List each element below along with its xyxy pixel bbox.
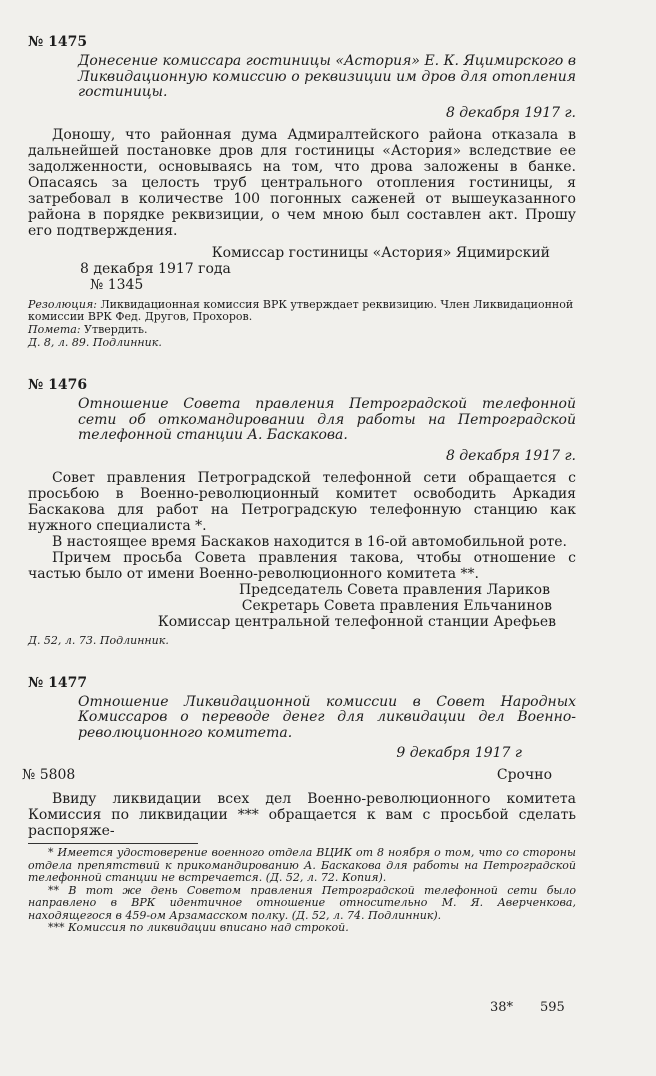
doc-1477-number: № 1477	[28, 674, 88, 691]
signature-mark: 38*	[490, 1000, 514, 1015]
doc-1475-out-number: № 1345	[90, 276, 144, 293]
doc-1477-body: Ввиду ликвидации всех дел Военно-революционного комитета Комиссия по ликвидации *** обращается к вам с просьбой сделать распоряже-	[28, 791, 576, 839]
footnotes	[28, 847, 576, 935]
doc-1477-title: Отношение Ликвидационной комиссии в Совет Народных Комиссаров о переводе денег для ликвидации дел Военно-революционного комитета.	[78, 693, 576, 741]
doc-1475-sent-date: 8 декабря 1917 года	[80, 260, 231, 277]
doc-1475-body: Доношу, что районная дума Адмиралтейского района отказала в дальнейшей постановке дров для гостиницы «Астория» вследствие ее задолженности, основываясь на том, что дрова заложены в банке. Опасаясь за целость труб центрального отопления гостиницы, я затребовал в количестве 100 погонных саженей от вышеуказанного района в порядке реквизиции, о чем мною был составлен акт. Прошу его подтверждения.	[28, 126, 576, 239]
document-1476	[28, 377, 576, 647]
doc-1476-number: № 1476	[28, 377, 88, 393]
doc-1475-source: Д. 8, л. 89. Подлинник.	[28, 336, 162, 349]
doc-1477-meta-row	[22, 767, 576, 785]
doc-1476-date: 8 декабря 1917 г.	[445, 447, 576, 464]
footnote-3: *** Комиссия по ликвидации вписано над строкой.	[48, 921, 349, 934]
doc-1476-para-2: В настоящее время Баскаков находится в 16-ой автомобильной роте.	[52, 533, 567, 550]
doc-1477-urgent: Срочно	[496, 767, 552, 783]
page-number: 595	[540, 1000, 565, 1015]
doc-1475-date: 8 декабря 1917 г.	[445, 104, 576, 121]
document-1475	[28, 34, 576, 349]
doc-1476-signature-1: Председатель Совета правления Лариков	[238, 581, 550, 598]
doc-1476-para-1: Совет правления Петроградской телефонной сети обращается с просьбою в Военно-революционный комитет освободить Аркадия Баскакова для работ на Петроградскую телефонную станцию как нужного специалиста *.	[28, 469, 576, 534]
doc-1475-title: Донесение комиссара гостиницы «Астория» Е. К. Яцимирского в Ликвидационную комиссию о реквизиции им дров для отопления гостиницы.	[78, 53, 576, 100]
doc-1475-signature: Комиссар гостиницы «Астория» Яцимирский	[211, 244, 550, 261]
doc-1476-signature-3: Комиссар центральной телефонной станции Арефьев	[157, 613, 556, 630]
doc-1475-number: № 1475	[28, 34, 88, 50]
doc-1476-title: Отношение Совета правления Петроградской телефонной сети об откомандировании для работы на Петроградской телефонной станции А. Баскакова.	[78, 396, 576, 443]
page-content	[22, 34, 576, 935]
resolution-text: Ликвидационная комиссия ВРК утверждает реквизицию. Член Ликвидационной комиссии ВРК Фед. Другов, Прохоров.	[28, 297, 574, 323]
doc-1476-signature-2: Секретарь Совета правления Ельчанинов	[241, 597, 552, 614]
mark-label: Помета:	[28, 322, 81, 336]
doc-1477-out-number: № 5808	[22, 767, 76, 783]
doc-1476-para-3: Причем просьба Совета правления такова, чтобы отношение с частью было от имени Военно-революционного комитета **.	[28, 549, 576, 582]
doc-1475-mark	[28, 324, 576, 337]
doc-1475-resolution	[28, 299, 576, 324]
footnote-1: * Имеется удостоверение военного отдела ВЦИК от 8 ноября о том, что со стороны отдела препятствий к прикомандированию А. Баскакова для работы на Петроградской телефонной станции не встречается. (Д. 52, л. 72. Копия).	[28, 846, 576, 884]
resolution-label: Резолюция:	[28, 297, 97, 311]
doc-1477-date: 9 декабря 1917 г	[396, 745, 522, 761]
footnote-divider	[28, 843, 198, 844]
mark-text: Утвердить.	[84, 322, 148, 336]
footnote-2: ** В тот же день Советом правления Петроградской телефонной сети было направлено в ВРК идентичное отношение относительно М. Я. Аверченкова, находящегося в 459-ом Арзамасском полку. (Д. 52, л. 74. Подлинник).	[28, 883, 576, 922]
document-1477	[22, 674, 576, 840]
doc-1476-source: Д. 52, л. 73. Подлинник.	[28, 633, 169, 647]
